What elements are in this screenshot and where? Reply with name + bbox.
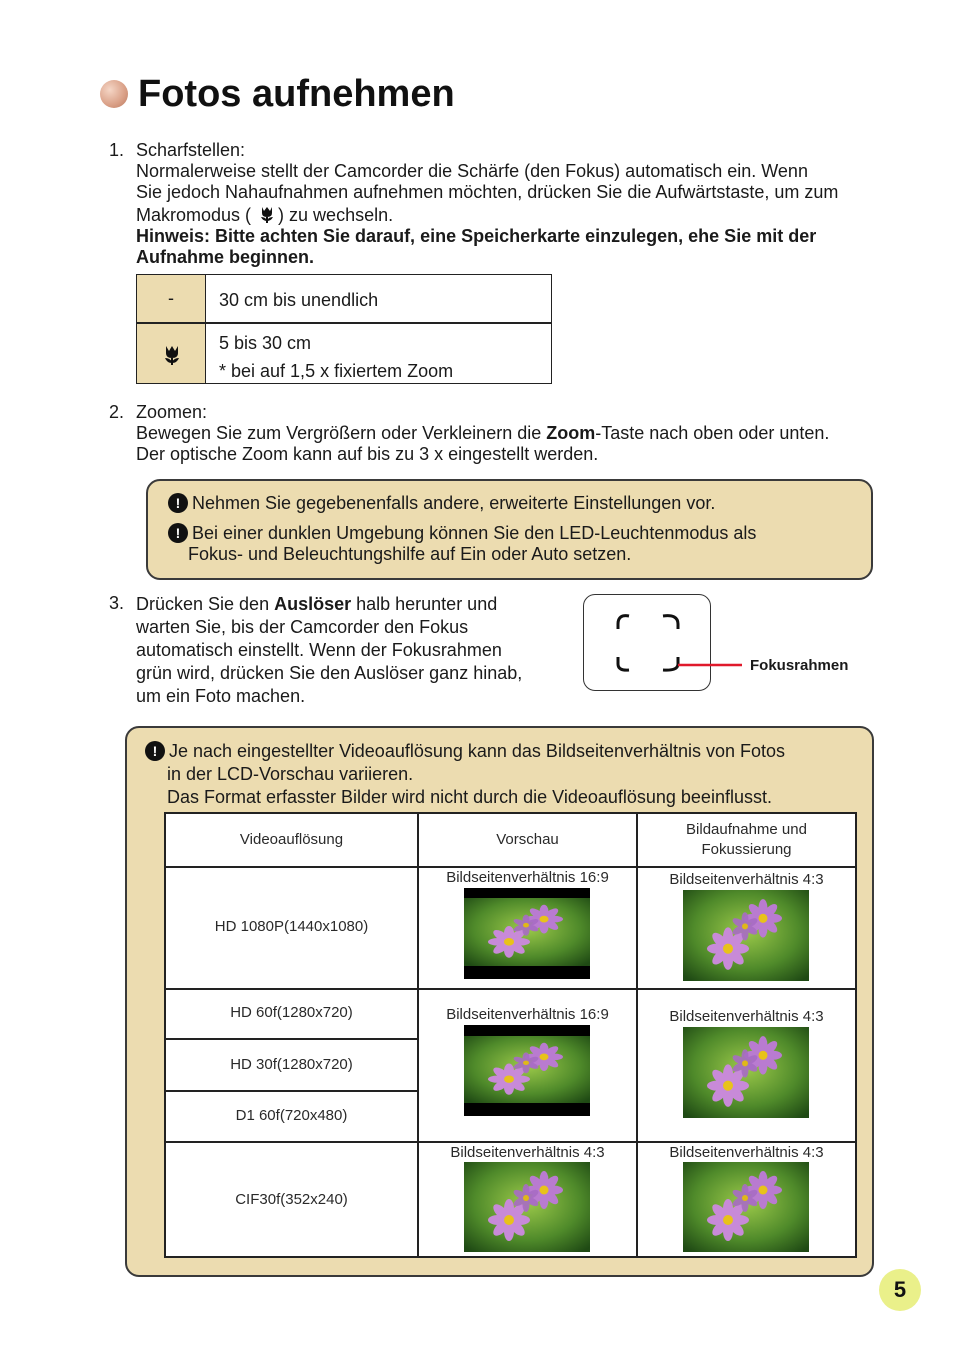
header-resolution: Videoauflösung [239,831,344,848]
title-bullet-icon [100,80,128,108]
preview-label: Bildseitenverhältnis 4:3 [450,1144,605,1161]
focus-frame-label: Fokusrahmen [750,657,849,674]
macro-flower-icon [161,343,183,367]
mode-normal: - [168,288,174,308]
exclamation-icon: ! [145,741,165,761]
step-1-text: Scharfstellen: Normalerweise stellt der Camcorder die Schärfe (den Fokus) automatisch ein. Wenn Sie jedoch Nahaufnahmen aufnehmen möchten, drücken Sie die Aufwärtstaste, um zum Makromodus ( ) zu wechseln. Hinweis: Bitte achten Sie darauf, eine Speicherkarte einzulegen, ehe Sie mit der Aufnahme beginnen. [136,140,896,268]
res-hd30: HD 30f(1280x720) [230,1056,353,1073]
preview-image-16-9 [464,888,590,979]
capture-label: Bildseitenverhältnis 4:3 [669,1008,824,1025]
pointer-line [670,660,750,670]
note-box-settings: ! Nehmen Sie gegebenenfalls andere, erweiterte Einstellungen vor. ! Bei einer dunklen Umgebung können Sie den LED-Leuchtenmodus als Fokus- und Beleuchtungshilfe auf Ein oder Auto setzen. [146,479,873,580]
preview-label: Bildseitenverhältnis 16:9 [446,1006,609,1023]
step-1-label: Scharfstellen: [136,140,246,160]
step-1-number: 1. [109,140,125,160]
range-macro-note: * bei auf 1,5 x fixiertem Zoom [219,361,454,381]
capture-image-4-3 [683,1162,809,1252]
range-normal: 30 cm bis unendlich [219,290,379,310]
focus-brackets-icon [583,594,711,691]
step-2-text: Zoomen: Bewegen Sie zum Vergrößern oder Verkleinern die Zoom-Taste nach oben oder unten. Der optische Zoom kann auf bis zu 3 x eingestellt werden. [136,402,830,464]
hint-text: Hinweis: Bitte achten Sie darauf, eine Speicherkarte einzulegen, ehe Sie mit der [136,226,817,246]
capture-label: Bildseitenverhältnis 4:3 [669,871,824,888]
header-preview: Vorschau [496,831,559,848]
exclamation-icon: ! [168,493,188,513]
page-number: 5 [879,1269,921,1311]
header-capture: Bildaufnahme und Fokussierung [686,821,807,858]
macro-flower-icon [256,203,278,225]
range-macro: 5 bis 30 cm [219,333,312,353]
exclamation-icon: ! [168,523,188,543]
preview-image-4-3 [464,1162,590,1252]
page-title: Fotos aufnehmen [138,73,455,115]
preview-label: Bildseitenverhältnis 16:9 [446,869,609,886]
resolution-table [164,812,857,1258]
res-hd60: HD 60f(1280x720) [230,1004,353,1021]
res-cif: CIF30f(352x240) [235,1191,348,1208]
step-3-number: 3. [109,593,125,613]
step-3-text: Drücken Sie den Auslöser halb herunter und warten Sie, bis der Camcorder den Fokus automatisch einstellt. Wenn der Fokusrahmen grün wird, drücken Sie den Auslöser ganz hinab, um ein Foto machen. [136,594,523,706]
capture-label: Bildseitenverhältnis 4:3 [669,1144,824,1161]
res-d1: D1 60f(720x480) [235,1107,348,1124]
res-1080p: HD 1080P(1440x1080) [214,918,369,935]
capture-image-4-3 [683,890,809,981]
capture-image-4-3 [683,1027,809,1118]
preview-image-16-9 [464,1025,590,1116]
focus-frame-illustration [583,594,711,691]
focus-range-table [136,274,552,384]
step-2-number: 2. [109,402,125,422]
